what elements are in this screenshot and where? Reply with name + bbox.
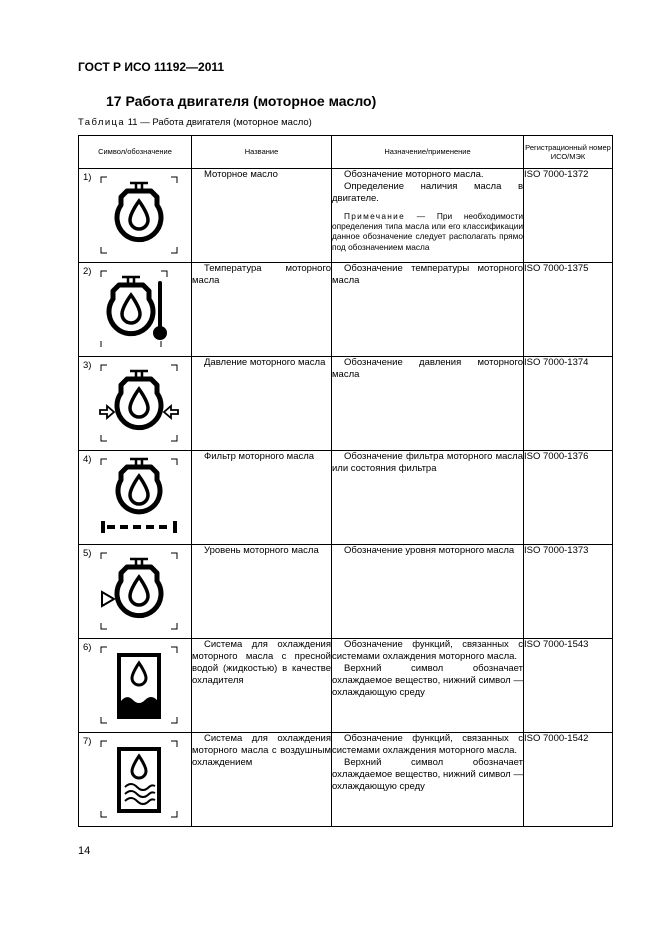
purpose-text: Обозначение уровня моторного масла [344, 545, 515, 556]
table-row [79, 639, 613, 733]
reg-number-cell: ISO 7000-1543 [524, 639, 613, 733]
column-header-reg-number: Регистрационный номер ИСО/МЭК [524, 136, 613, 169]
reg-number-cell: ISO 7000-1375 [524, 263, 613, 357]
purpose-text: Обозначение моторного масла. [344, 169, 484, 180]
name-text: Фильтр моторного масла [204, 451, 315, 462]
purpose-cell [332, 169, 524, 263]
symbol-cell [79, 169, 192, 263]
row-number: 5) [83, 548, 92, 559]
table-row [79, 357, 613, 451]
oil-level-icon [99, 551, 179, 631]
name-cell [192, 169, 332, 263]
table-row [79, 169, 613, 263]
reg-number-cell: ISO 7000-1376 [524, 451, 613, 545]
purpose-text: Верхний символ обозначает охлаждаемое вещество, нижний символ — охлаждающую среду [332, 756, 523, 792]
row-number: 1) [83, 172, 92, 183]
page-number: 14 [78, 845, 91, 857]
name-text: Уровень моторного масла [204, 545, 319, 556]
name-cell [192, 263, 332, 357]
reg-number-cell: ISO 7000-1542 [524, 733, 613, 827]
note-body: — При необходимости определения типа масла или его классификации данное обозначение следует располагать прямо под обозначением масла [332, 210, 523, 252]
section-title: 17 Работа двигателя (моторное масло) [106, 93, 377, 109]
column-header-symbol: Символ/обозначение [79, 136, 192, 169]
note-text [332, 211, 523, 252]
oil-water-cooling-icon [99, 645, 179, 725]
oil-pressure-icon [99, 363, 179, 443]
table-row [79, 263, 613, 357]
symbol-cell [79, 451, 192, 545]
oil-temperature-icon [99, 269, 179, 349]
table-caption-text: 11 — Работа двигателя (моторное масло) [125, 117, 312, 128]
oil-drop-engine-icon [99, 175, 179, 255]
table-caption [78, 117, 312, 128]
purpose-cell [332, 639, 524, 733]
name-text: Температура моторного масла [192, 263, 331, 286]
name-text: Моторное масло [204, 169, 278, 180]
reg-number-cell: ISO 7000-1374 [524, 357, 613, 451]
purpose-text: Обозначение фильтра моторного масла или состояния фильтра [332, 451, 523, 474]
table-header-row [79, 136, 613, 169]
name-cell [192, 451, 332, 545]
row-number: 4) [83, 454, 92, 465]
name-cell [192, 733, 332, 827]
reg-number-cell: ISO 7000-1372 [524, 169, 613, 263]
purpose-cell [332, 263, 524, 357]
purpose-text: Обозначение давления моторного масла [332, 357, 523, 380]
purpose-text: Определение наличия масла в двигателе. [332, 180, 523, 204]
column-header-purpose: Назначение/применение [332, 136, 524, 169]
name-text: Давление моторного масла [204, 357, 326, 368]
note-label: Примечание [344, 210, 406, 221]
reg-number-cell: ISO 7000-1373 [524, 545, 613, 639]
symbol-cell [79, 733, 192, 827]
name-cell [192, 639, 332, 733]
purpose-cell [332, 733, 524, 827]
purpose-text: Верхний символ обозначает охлаждаемое вещество, нижний символ — охлаждающую среду [332, 662, 523, 698]
purpose-text: Обозначение функций, связанных с системами охлаждения моторного масла. [332, 639, 523, 662]
name-text: Система для охлаждения моторного масла с пресной водой (жидкостью) в качестве охладителя [192, 639, 331, 686]
document-code: ГОСТ Р ИСО 11192—2011 [78, 60, 225, 74]
row-number: 3) [83, 360, 92, 371]
name-text: Система для охлаждения моторного масла с воздушным охлаждением [192, 733, 331, 768]
oil-filter-icon [99, 457, 179, 537]
table-row [79, 545, 613, 639]
symbols-table [78, 135, 613, 827]
symbol-cell [79, 263, 192, 357]
purpose-text: Обозначение температуры моторного масла [332, 263, 523, 286]
name-cell [192, 357, 332, 451]
purpose-cell [332, 545, 524, 639]
row-number: 7) [83, 736, 92, 747]
row-number: 2) [83, 266, 92, 277]
table-row [79, 451, 613, 545]
purpose-cell [332, 357, 524, 451]
name-cell [192, 545, 332, 639]
symbol-cell [79, 545, 192, 639]
symbol-cell [79, 357, 192, 451]
row-number: 6) [83, 642, 92, 653]
purpose-cell [332, 451, 524, 545]
symbol-cell [79, 639, 192, 733]
oil-air-cooling-icon [99, 739, 179, 819]
table-row [79, 733, 613, 827]
purpose-text: Обозначение функций, связанных с системами охлаждения моторного масла. [332, 733, 523, 756]
column-header-name: Название [192, 136, 332, 169]
table-caption-label: Таблица [78, 117, 126, 128]
